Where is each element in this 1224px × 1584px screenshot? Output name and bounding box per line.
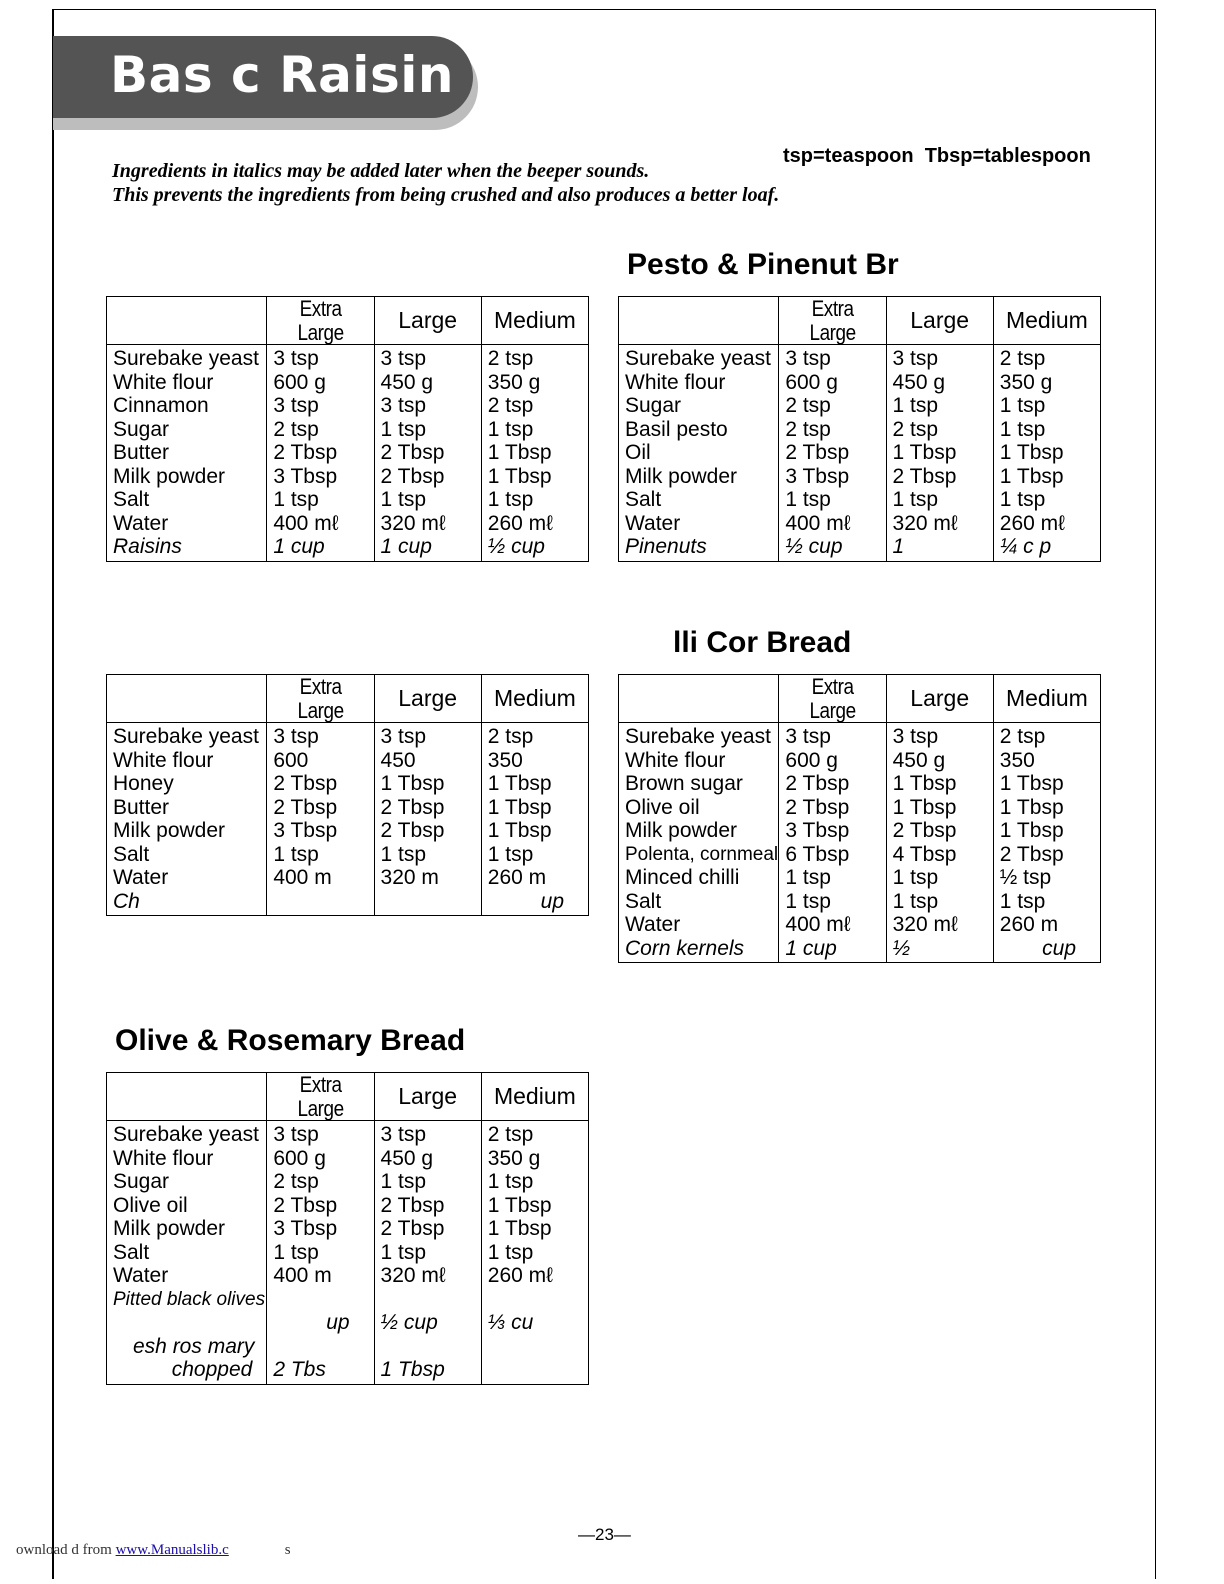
- table-cell: up: [267, 1311, 374, 1335]
- recipe-title-olive-rosemary: Olive & Rosemary Bread: [115, 1024, 466, 1057]
- table-row: [619, 913, 1101, 937]
- table-cell: Salt: [619, 890, 779, 914]
- table-cell: 2 tsp: [481, 394, 588, 418]
- table-cell: 3 tsp: [267, 1121, 374, 1147]
- table-cell: Salt: [619, 488, 779, 512]
- table-row: [619, 465, 1101, 489]
- italic-note-line-2: This prevents the ingredients from being crushed and also produces a better loaf.: [112, 184, 780, 206]
- table-cell: 1 Tbsp: [993, 465, 1100, 489]
- page-number: —23—: [578, 1525, 631, 1544]
- table-cell: 1 tsp: [779, 488, 886, 512]
- table-cell: 2 tsp: [481, 345, 588, 371]
- recipe-title-chilli-corn: lli Cor Bread: [673, 626, 852, 659]
- table-cell: Basil pesto: [619, 418, 779, 442]
- table-cell: 1 tsp: [374, 488, 481, 512]
- table-cell: 260 mℓ: [481, 512, 588, 536]
- table-row: [107, 1311, 589, 1335]
- table-cell: 320 m: [374, 866, 481, 890]
- table-cell: [481, 1358, 588, 1384]
- table-cell: 320 mℓ: [886, 913, 993, 937]
- table-row: [107, 1121, 589, 1147]
- col-large: Large: [374, 297, 481, 345]
- table-cell: 1 tsp: [374, 1170, 481, 1194]
- table-cell: 2 Tbsp: [267, 441, 374, 465]
- table-cell: Surebake yeast: [619, 345, 779, 371]
- table-cell: 1 cup: [779, 937, 886, 963]
- table-cell: 1 Tbsp: [481, 441, 588, 465]
- recipe-title-pesto: Pesto & Pinenut Br: [627, 248, 899, 281]
- table-cell: 1 tsp: [374, 843, 481, 867]
- table-cell: Butter: [107, 796, 267, 820]
- table-cell: 1 tsp: [886, 394, 993, 418]
- table-cell: Surebake yeast: [107, 723, 267, 749]
- table-row: [107, 441, 589, 465]
- table-cell: Olive oil: [619, 796, 779, 820]
- table-cell: 400 mℓ: [267, 512, 374, 536]
- table-cell: 3 Tbsp: [779, 819, 886, 843]
- table-cell: Surebake yeast: [107, 345, 267, 371]
- table-row: [619, 890, 1101, 914]
- table-cell: Water: [107, 866, 267, 890]
- table-row: [619, 772, 1101, 796]
- table-cell: 1 Tbsp: [481, 796, 588, 820]
- table-cell: 6 Tbsp: [779, 843, 886, 867]
- table-cell: Surebake yeast: [107, 1121, 267, 1147]
- table-cell: Pinenuts: [619, 535, 779, 561]
- table-cell: 3 tsp: [374, 345, 481, 371]
- table-row: [107, 1147, 589, 1171]
- table-row: [107, 1264, 589, 1288]
- table-cell: 2 Tbsp: [374, 796, 481, 820]
- table-cell: Polenta, cornmeal: [619, 843, 779, 867]
- table-cell: Salt: [107, 1241, 267, 1265]
- table-cell: ½ cup: [374, 1311, 481, 1335]
- table-cell: Salt: [107, 843, 267, 867]
- table-row: [107, 866, 589, 890]
- abbreviation-legend: tsp=teaspoon Tbsp=tablespoon: [783, 145, 1091, 167]
- table-cell: 2 tsp: [481, 1121, 588, 1147]
- table-cell: 2 Tbsp: [993, 843, 1100, 867]
- table-cell: 450: [374, 749, 481, 773]
- table-row: [107, 1241, 589, 1265]
- table-row: [107, 345, 589, 371]
- table-row: [619, 441, 1101, 465]
- table-row: [107, 418, 589, 442]
- table-cell: 2 Tbsp: [267, 796, 374, 820]
- table-cell: 2 Tbsp: [779, 796, 886, 820]
- table-cell: 2 tsp: [481, 723, 588, 749]
- recipe-table-pesto: [618, 296, 1101, 562]
- table-cell: 1 tsp: [267, 488, 374, 512]
- col-medium: Medium: [481, 1073, 588, 1121]
- table-cell: esh ros mary: [107, 1335, 267, 1359]
- table-row: [107, 1288, 589, 1312]
- table-cell: ¼ c p: [993, 535, 1100, 561]
- table-cell: [374, 1335, 481, 1359]
- col-medium: Medium: [993, 675, 1100, 723]
- col-extra-large: Extra Large: [274, 675, 366, 723]
- table-row: [107, 535, 589, 561]
- table-cell: 450 g: [886, 371, 993, 395]
- table-cell: Water: [107, 1264, 267, 1288]
- table-cell: Ch: [107, 890, 267, 916]
- table-cell: 1 Tbsp: [374, 772, 481, 796]
- table-cell: 2 Tbsp: [374, 1194, 481, 1218]
- table-row: [107, 512, 589, 536]
- table-cell: ⅓ cu: [481, 1311, 588, 1335]
- table-cell: 1 tsp: [993, 890, 1100, 914]
- table-cell: 2 Tbsp: [779, 772, 886, 796]
- table-cell: 2 Tbsp: [374, 1217, 481, 1241]
- table-cell: 1 tsp: [779, 866, 886, 890]
- table-cell: Milk powder: [107, 819, 267, 843]
- table-cell: Milk powder: [107, 1217, 267, 1241]
- table-cell: 2 Tbsp: [267, 1194, 374, 1218]
- table-cell: 350 g: [481, 371, 588, 395]
- table-cell: 1 tsp: [481, 1241, 588, 1265]
- table-cell: White flour: [107, 1147, 267, 1171]
- table-row: [107, 371, 589, 395]
- table-cell: 1 tsp: [481, 1170, 588, 1194]
- table-cell: [267, 1288, 374, 1312]
- table-cell: [267, 1335, 374, 1359]
- table-cell: 450 g: [374, 1147, 481, 1171]
- table-cell: 1 tsp: [267, 1241, 374, 1265]
- table-cell: 1 Tbsp: [886, 441, 993, 465]
- header-blank: [619, 675, 779, 723]
- recipe-table-raisin: [106, 296, 589, 562]
- table-cell: 3 tsp: [779, 723, 886, 749]
- table-cell: 1 Tbsp: [481, 1194, 588, 1218]
- table-row: [107, 394, 589, 418]
- col-extra-large: Extra Large: [786, 297, 878, 345]
- table-cell: 350 g: [993, 371, 1100, 395]
- table-cell: 320 mℓ: [374, 512, 481, 536]
- table-cell: [374, 1288, 481, 1312]
- table-row: [619, 512, 1101, 536]
- table-cell: 2 tsp: [267, 418, 374, 442]
- header-blank: [619, 297, 779, 345]
- table-cell: 2 Tbsp: [886, 819, 993, 843]
- table-cell: 260 m: [481, 866, 588, 890]
- table-cell: [267, 890, 374, 916]
- table-cell: Water: [619, 913, 779, 937]
- table-cell: 2 tsp: [779, 418, 886, 442]
- table-row: [619, 796, 1101, 820]
- table-cell: [374, 890, 481, 916]
- table-cell: 1 tsp: [481, 488, 588, 512]
- col-large: Large: [886, 297, 993, 345]
- header-blank: [107, 297, 267, 345]
- table-cell: 350: [481, 749, 588, 773]
- table-cell: 3 Tbsp: [779, 465, 886, 489]
- table-cell: Milk powder: [619, 465, 779, 489]
- table-cell: 320 mℓ: [886, 512, 993, 536]
- table-cell: 450 g: [374, 371, 481, 395]
- table-cell: Corn kernels: [619, 937, 779, 963]
- table-cell: Honey: [107, 772, 267, 796]
- table-cell: 3 tsp: [886, 345, 993, 371]
- table-cell: White flour: [619, 371, 779, 395]
- table-cell: [107, 1311, 267, 1335]
- table-cell: 1 Tbsp: [993, 796, 1100, 820]
- table-cell: ½ cup: [779, 535, 886, 561]
- table-cell: chopped: [107, 1358, 267, 1384]
- table-cell: 1 Tbsp: [374, 1358, 481, 1384]
- table-cell: 3 tsp: [267, 345, 374, 371]
- table-row: [107, 723, 589, 749]
- table-row: [107, 1194, 589, 1218]
- table-cell: 1 Tbsp: [993, 441, 1100, 465]
- table-row: [107, 819, 589, 843]
- table-row: [107, 1358, 589, 1384]
- table-cell: 260 mℓ: [993, 512, 1100, 536]
- table-cell: 1 tsp: [993, 488, 1100, 512]
- table-row: [619, 723, 1101, 749]
- table-cell: 400 m: [267, 866, 374, 890]
- table-cell: [481, 1335, 588, 1359]
- table-cell: up: [481, 890, 588, 916]
- table-cell: 3 tsp: [779, 345, 886, 371]
- table-cell: 1 Tbsp: [886, 796, 993, 820]
- table-cell: Brown sugar: [619, 772, 779, 796]
- table-cell: Salt: [107, 488, 267, 512]
- table-cell: Milk powder: [107, 465, 267, 489]
- table-cell: 1 cup: [374, 535, 481, 561]
- table-row: [107, 843, 589, 867]
- table-cell: ½: [886, 937, 993, 963]
- table-cell: 1 tsp: [779, 890, 886, 914]
- table-cell: 3 tsp: [374, 1121, 481, 1147]
- table-row: [619, 819, 1101, 843]
- table-cell: 1 tsp: [993, 394, 1100, 418]
- table-cell: 2 Tbsp: [779, 441, 886, 465]
- table-row: [619, 488, 1101, 512]
- table-cell: 2 Tbsp: [886, 465, 993, 489]
- table-row: [619, 866, 1101, 890]
- table-cell: Water: [107, 512, 267, 536]
- table-cell: 3 tsp: [374, 723, 481, 749]
- recipe-table-olive-rosemary: [106, 1072, 589, 1385]
- col-medium: Medium: [993, 297, 1100, 345]
- table-cell: 400 mℓ: [779, 913, 886, 937]
- table-cell: 1 tsp: [481, 418, 588, 442]
- recipe-table-honey: [106, 674, 589, 916]
- table-cell: 1 tsp: [374, 418, 481, 442]
- col-extra-large: Extra Large: [274, 297, 366, 345]
- table-row: [619, 937, 1101, 963]
- table-cell: Sugar: [107, 1170, 267, 1194]
- col-large: Large: [374, 675, 481, 723]
- table-cell: 1 tsp: [886, 866, 993, 890]
- table-row: [107, 1170, 589, 1194]
- page-title: Bas c Raisin: [110, 46, 454, 104]
- table-cell: 3 tsp: [374, 394, 481, 418]
- table-cell: 2 tsp: [267, 1170, 374, 1194]
- table-cell: ½ cup: [481, 535, 588, 561]
- table-cell: 1 Tbsp: [481, 1217, 588, 1241]
- table-cell: 1 cup: [267, 535, 374, 561]
- table-row: [619, 371, 1101, 395]
- col-extra-large: Extra Large: [786, 675, 878, 723]
- table-cell: 3 tsp: [886, 723, 993, 749]
- table-cell: 1 tsp: [886, 890, 993, 914]
- table-cell: 2 Tbsp: [267, 772, 374, 796]
- table-cell: cup: [993, 937, 1100, 963]
- table-cell: Sugar: [107, 418, 267, 442]
- col-medium: Medium: [481, 297, 588, 345]
- table-row: [107, 796, 589, 820]
- table-cell: 600 g: [779, 371, 886, 395]
- olives-label: Pitted black olives: [107, 1288, 267, 1312]
- table-cell: 600: [267, 749, 374, 773]
- table-row: [619, 345, 1101, 371]
- table-row: [107, 772, 589, 796]
- table-cell: Butter: [107, 441, 267, 465]
- table-cell: 1: [886, 535, 993, 561]
- table-cell: 260 mℓ: [481, 1264, 588, 1288]
- table-cell: 2 tsp: [779, 394, 886, 418]
- table-cell: Oil: [619, 441, 779, 465]
- table-cell: 600 g: [267, 1147, 374, 1171]
- table-row: [107, 465, 589, 489]
- table-cell: [481, 1288, 588, 1312]
- table-row: [107, 1217, 589, 1241]
- table-cell: 3 Tbsp: [267, 819, 374, 843]
- table-row: [107, 749, 589, 773]
- table-cell: 600 g: [779, 749, 886, 773]
- table-cell: Minced chilli: [619, 866, 779, 890]
- table-cell: 2 tsp: [993, 345, 1100, 371]
- table-cell: 1 tsp: [267, 843, 374, 867]
- table-cell: 2 tsp: [886, 418, 993, 442]
- table-row: [619, 394, 1101, 418]
- table-cell: 320 mℓ: [374, 1264, 481, 1288]
- table-cell: White flour: [619, 749, 779, 773]
- italic-note-line-1: Ingredients in italics may be added later when the beeper sounds.: [112, 160, 650, 182]
- table-cell: 2 Tbs: [267, 1358, 374, 1384]
- table-cell: White flour: [107, 749, 267, 773]
- recipe-table-chilli-corn: [618, 674, 1101, 963]
- table-row: [107, 1335, 589, 1359]
- table-cell: 400 mℓ: [779, 512, 886, 536]
- table-row: [619, 418, 1101, 442]
- col-extra-large: Extra Large: [274, 1073, 366, 1121]
- table-cell: Cinnamon: [107, 394, 267, 418]
- table-cell: Water: [619, 512, 779, 536]
- table-cell: 4 Tbsp: [886, 843, 993, 867]
- table-cell: Milk powder: [619, 819, 779, 843]
- table-row: [619, 749, 1101, 773]
- table-cell: 350: [993, 749, 1100, 773]
- table-cell: 1 Tbsp: [481, 772, 588, 796]
- table-cell: 260 m: [993, 913, 1100, 937]
- table-row: [107, 890, 589, 916]
- table-cell: Olive oil: [107, 1194, 267, 1218]
- col-medium: Medium: [481, 675, 588, 723]
- table-cell: 1 Tbsp: [993, 819, 1100, 843]
- table-cell: 400 m: [267, 1264, 374, 1288]
- table-cell: 1 tsp: [374, 1241, 481, 1265]
- table-cell: 1 Tbsp: [481, 819, 588, 843]
- table-cell: 450 g: [886, 749, 993, 773]
- table-cell: ½ tsp: [993, 866, 1100, 890]
- table-cell: 600 g: [267, 371, 374, 395]
- table-cell: 1 tsp: [481, 843, 588, 867]
- table-row: [619, 535, 1101, 561]
- table-cell: 2 tsp: [993, 723, 1100, 749]
- table-cell: 2 Tbsp: [374, 441, 481, 465]
- header-blank: [107, 675, 267, 723]
- table-cell: 1 tsp: [993, 418, 1100, 442]
- col-large: Large: [886, 675, 993, 723]
- table-row: [619, 843, 1101, 867]
- table-cell: Surebake yeast: [619, 723, 779, 749]
- table-cell: 3 Tbsp: [267, 1217, 374, 1241]
- footer-source: ownload d from www.Manualslib.c s: [16, 1542, 291, 1558]
- table-cell: 3 Tbsp: [267, 465, 374, 489]
- table-row: [107, 488, 589, 512]
- table-cell: Sugar: [619, 394, 779, 418]
- table-cell: 3 tsp: [267, 723, 374, 749]
- table-cell: 1 tsp: [886, 488, 993, 512]
- table-cell: 1 Tbsp: [886, 772, 993, 796]
- header-blank: [107, 1073, 267, 1121]
- table-cell: 3 tsp: [267, 394, 374, 418]
- table-cell: 2 Tbsp: [374, 819, 481, 843]
- col-large: Large: [374, 1073, 481, 1121]
- table-cell: 1 Tbsp: [481, 465, 588, 489]
- table-cell: 1 Tbsp: [993, 772, 1100, 796]
- table-cell: 2 Tbsp: [374, 465, 481, 489]
- table-cell: 350 g: [481, 1147, 588, 1171]
- table-cell: White flour: [107, 371, 267, 395]
- table-cell: Raisins: [107, 535, 267, 561]
- manualslib-link[interactable]: www.Manualslib.c: [115, 1542, 229, 1558]
